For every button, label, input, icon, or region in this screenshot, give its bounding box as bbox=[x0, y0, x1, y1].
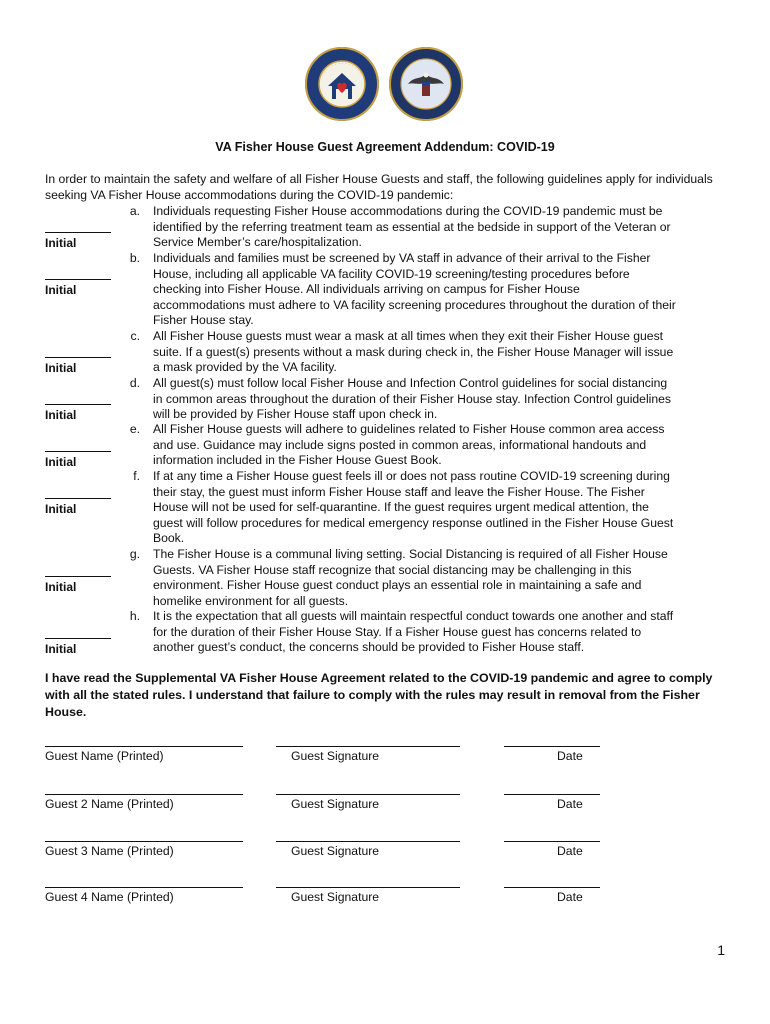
item-letter: f. bbox=[133, 469, 140, 483]
guideline-item-h bbox=[120, 609, 725, 656]
initial-field-e[interactable]: Initial bbox=[45, 451, 111, 469]
item-text: It is the expectation that all guests will maintain respectful conduct towards one another and staff for the duration of their Fisher House Stay. If a Fisher House guest has concerns related to another guest’s conduct, the concerns should be provided to Fisher House staff. bbox=[153, 609, 674, 655]
initial-field-g[interactable]: Initial bbox=[45, 576, 111, 594]
guest-4-signature-field[interactable] bbox=[276, 887, 460, 888]
guest-3-signature-field[interactable] bbox=[276, 841, 460, 842]
item-text: All Fisher House guests will adhere to guidelines related to Fisher House common area access and use. Guidance may include signs posted in common areas, informational handouts and information included in the Fisher House Guest Book. bbox=[153, 422, 665, 468]
guest-2-date-field[interactable] bbox=[504, 794, 600, 795]
guest-3-signature-label: Guest Signature bbox=[291, 844, 380, 858]
initial-field-h[interactable]: Initial bbox=[45, 638, 111, 656]
guest-1-date-label: Date bbox=[557, 749, 583, 763]
guest-3-date-field[interactable] bbox=[504, 841, 600, 842]
initial-field-c[interactable]: Initial bbox=[45, 357, 111, 375]
item-letter: e. bbox=[129, 422, 140, 436]
guest-4-date-field[interactable] bbox=[504, 887, 600, 888]
item-text: All guest(s) must follow local Fisher House and Infection Control guidelines for social distancing in common areas throughout the duration of their Fisher House stay. Infection Control guidelines will be provided by Fisher House staff upon check in. bbox=[153, 376, 672, 422]
guest-2-date-label: Date bbox=[557, 797, 583, 811]
guest-4-name-label: Guest 4 Name (Printed) bbox=[45, 890, 174, 904]
fisher-house-logo bbox=[304, 46, 380, 122]
item-text: Individuals and families must be screened by VA staff in advance of their arrival to the Fisher House, including all applicable VA facility COVID-19 screening/testing procedures before checking into Fisher House. All individuals arriving on campus for Fisher House accommodations must adhere to VA facility screening procedures throughout the duration of their Fisher House stay. bbox=[153, 251, 676, 328]
guest-1-name-field[interactable] bbox=[45, 746, 243, 747]
guest-3-date-label: Date bbox=[557, 844, 583, 858]
item-text: All Fisher House guests must wear a mask at all times when they exit their Fisher House guest suite. If a guest(s) presents without a mask during check in, the Fisher House Manager will issue a mask provided by the VA facility. bbox=[153, 329, 674, 375]
guest-4-name-field[interactable] bbox=[45, 887, 243, 888]
initial-field-a[interactable]: Initial bbox=[45, 232, 111, 250]
guideline-item-b bbox=[120, 251, 725, 329]
initial-field-d[interactable]: Initial bbox=[45, 404, 111, 422]
initial-field-f[interactable]: Initial bbox=[45, 498, 111, 516]
guest-2-signature-label: Guest Signature bbox=[291, 797, 380, 811]
guideline-item-d bbox=[120, 376, 725, 423]
guest-1-date-field[interactable] bbox=[504, 746, 600, 747]
item-text: If at any time a Fisher House guest feels ill or does not pass routine COVID-19 screening during their stay, the guest must inform Fisher House staff and leave the Fisher House. The Fisher House will not be used for self-quarantine. If the guest requires urgent medical attention, the guest will follow procedures for medical emergency response outlined in the Fisher House Guest Book. bbox=[153, 469, 674, 546]
item-letter: c. bbox=[130, 329, 140, 343]
item-letter: d. bbox=[129, 376, 140, 390]
guest-4-signature-label: Guest Signature bbox=[291, 890, 380, 904]
initial-field-b[interactable]: Initial bbox=[45, 279, 111, 297]
guideline-item-g bbox=[120, 547, 725, 609]
guideline-item-c bbox=[120, 329, 725, 376]
guideline-item-a bbox=[120, 204, 725, 251]
guest-2-signature-field[interactable] bbox=[276, 794, 460, 795]
item-letter: g. bbox=[129, 547, 140, 561]
guest-1-signature-field[interactable] bbox=[276, 746, 460, 747]
item-text: The Fisher House is a communal living setting. Social Distancing is required of all Fisher House Guests. VA Fisher House staff recognize that social distancing may be challenging in this environment. Fisher House guest conduct plays an essential role in maintaining a safe and homelike environment for all guests. bbox=[153, 547, 668, 608]
intro-paragraph: In order to maintain the safety and welfare of all Fisher House Guests and staff, the following guidelines apply for individuals seeking VA Fisher House accommodations during the COVID-19 pandemic: bbox=[45, 172, 713, 202]
guest-2-name-field[interactable] bbox=[45, 794, 243, 795]
item-text: Individuals requesting Fisher House accommodations during the COVID-19 pandemic must be identified by the referring treatment team as essential at the bedside in support of the Veteran or Service Member’s care/hospitalization. bbox=[153, 204, 671, 250]
item-letter: h. bbox=[129, 609, 140, 623]
page-number: 1 bbox=[717, 942, 725, 958]
guest-3-name-label: Guest 3 Name (Printed) bbox=[45, 844, 174, 858]
guest-2-name-label: Guest 2 Name (Printed) bbox=[45, 797, 174, 811]
va-seal-logo bbox=[388, 46, 464, 122]
guideline-item-f bbox=[120, 469, 725, 547]
item-letter: b. bbox=[129, 251, 140, 265]
guest-3-name-field[interactable] bbox=[45, 841, 243, 842]
header-logos bbox=[304, 46, 464, 124]
guideline-item-e bbox=[120, 422, 725, 469]
acknowledgement-statement: I have read the Supplemental VA Fisher House Agreement related to the COVID-19 pandemic and agree to comply with all the stated rules. I understand that failure to comply with the rules may result in removal from the Fisher House. bbox=[45, 671, 713, 719]
document-title: VA Fisher House Guest Agreement Addendum: COVID-19 bbox=[215, 140, 555, 154]
guest-1-signature-label: Guest Signature bbox=[291, 749, 380, 763]
item-letter: a. bbox=[129, 204, 140, 218]
guest-4-date-label: Date bbox=[557, 890, 583, 904]
guest-1-name-label: Guest Name (Printed) bbox=[45, 749, 164, 763]
